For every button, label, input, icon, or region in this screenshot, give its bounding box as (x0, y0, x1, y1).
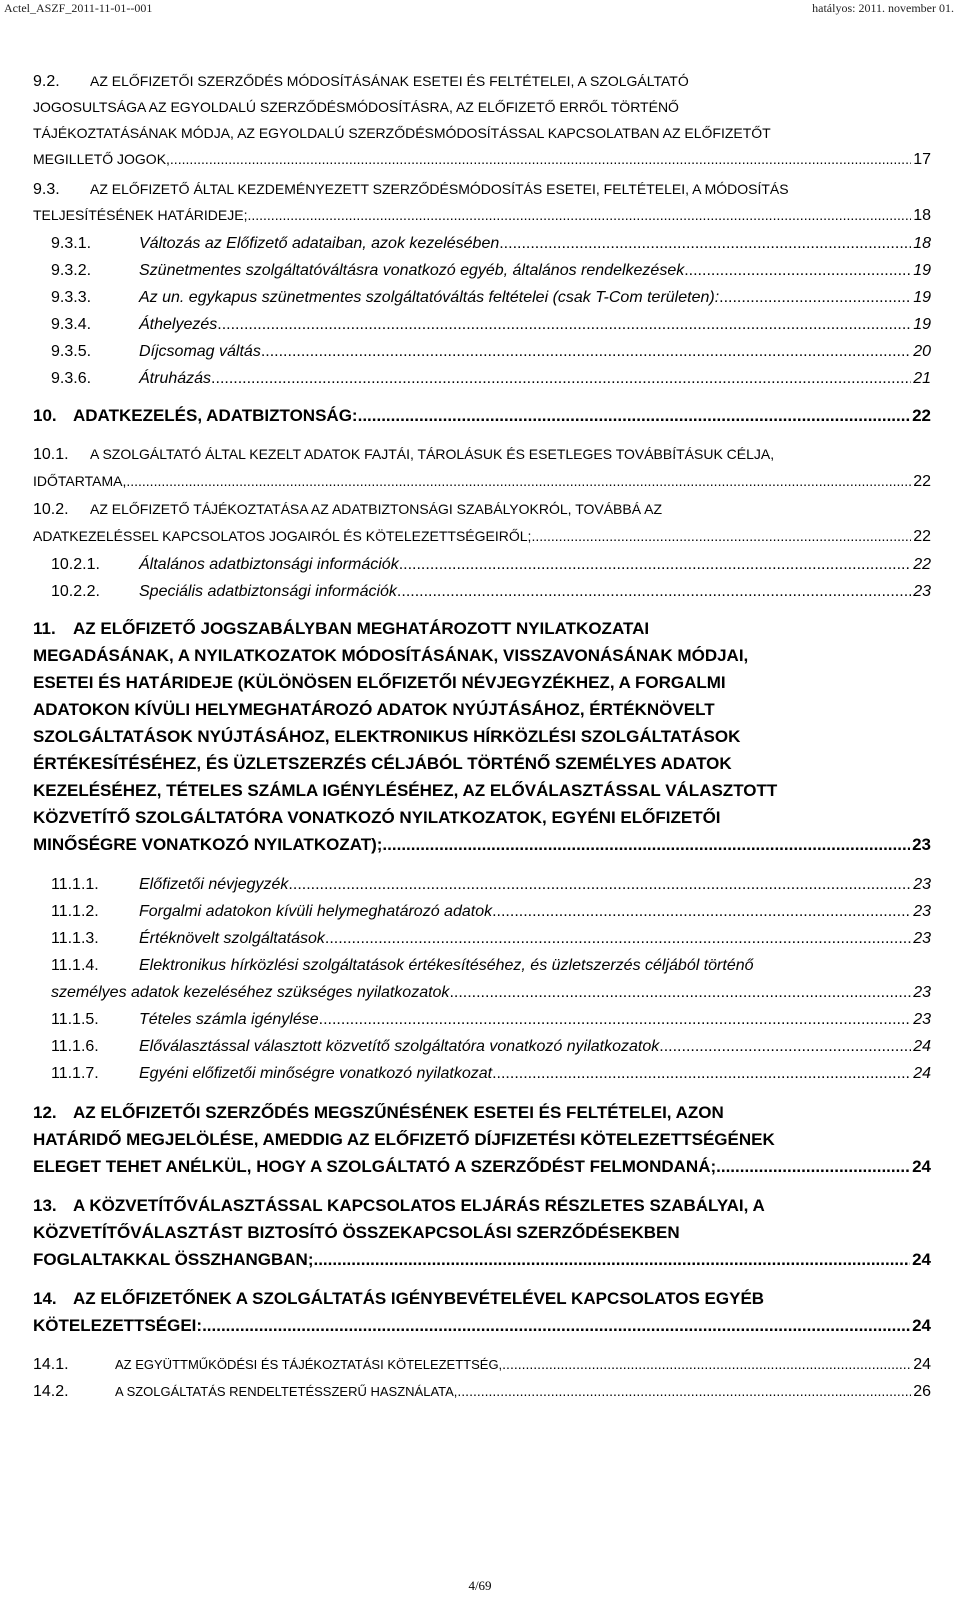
toc-entry-9-3-2[interactable]: 9.3.2. Szünetmentes szolgáltatóváltásra vonatkozó egyéb, általános rendelkezések ..... 19 (51, 262, 931, 288)
dot-leader (313, 1250, 910, 1270)
toc-entry-14[interactable]: 14. AZ ELŐFIZETŐNEK A SZOLGÁLTATÁS IGÉNYBEVÉTELÉVEL KAPCSOLATOS EGYÉB (33, 1289, 765, 1308)
toc-entry-9-3-4[interactable]: 9.3.4. Áthelyezés ..... 19 (51, 316, 931, 342)
dot-leader (261, 343, 911, 361)
dot-leader (170, 151, 911, 167)
toc-entry-11-1-5[interactable]: 11.1.5. Tételes számla igénylése ..... 23 (51, 1011, 931, 1037)
page-number: 24 (913, 1356, 931, 1373)
dot-leader (684, 262, 911, 280)
page-number: 23 (912, 835, 931, 854)
toc-entry-9-2-cont: JOGOSULTSÁGA AZ EGYOLDALÚ SZERZŐDÉSMÓDOSÍTÁSRA, AZ ELŐFIZETŐ ERRŐL TÖRTÉNŐ (33, 99, 679, 115)
effective-date: hatályos: 2011. november 01. (812, 1, 954, 15)
page-number: 17 (913, 151, 931, 168)
toc-entry-12-cont: ELEGET TEHET ANÉLKÜL, HOGY A SZOLGÁLTATÓ A SZERZŐDÉST FELMONDANÁ; ..... 24 (33, 1157, 931, 1183)
page-number: 23 (913, 930, 931, 947)
toc-entry-11-1-2[interactable]: 11.1.2. Forgalmi adatokon kívüli helymeghatározó adatok ..... 23 (51, 903, 931, 929)
dot-leader (449, 984, 911, 1002)
toc-entry-11-1-7[interactable]: 11.1.7. Egyéni előfizetői minőségre vonatkozó nyilatkozat ..... 24 (51, 1065, 931, 1091)
toc-entry-9-3[interactable]: 9.3. AZ ELŐFIZETŐ ÁLTAL KEZDEMÉNYEZETT SZERZŐDÉSMÓDOSÍTÁS ESETEI, FELTÉTELEI, A MÓDOSÍTÁS (33, 181, 789, 198)
page-number: 22 (913, 473, 931, 490)
page-number: 22 (912, 406, 931, 425)
dot-leader (325, 930, 911, 948)
toc-entry-11-cont: MINŐSÉGRE VONATKOZÓ NYILATKOZAT); ..... 23 (33, 835, 931, 861)
dot-leader (659, 1038, 911, 1056)
page-number: 19 (913, 289, 931, 306)
running-header (0, 0, 960, 20)
toc-entry-11-1-4[interactable]: 11.1.4. Elektronikus hírközlési szolgáltatások értékesítéséhez, és üzletszerzés céljából történő (51, 957, 754, 974)
toc-entry-11-cont: SZOLGÁLTATÁSOK NYÚJTÁSÁHOZ, ELEKTRONIKUS HÍRKÖZLÉSI SZOLGÁLTATÁSOK (33, 727, 741, 746)
toc-entry-11-cont: ÉRTÉKESÍTÉSÉHEZ, ÉS ÜZLETSZERZÉS CÉLJÁBÓL TÖRTÉNŐ SZEMÉLYES ADATOK (33, 754, 732, 773)
dot-leader (211, 370, 911, 388)
dot-leader (502, 1356, 911, 1372)
dot-leader (126, 473, 911, 489)
toc-entry-13-cont: KÖZVETÍTŐVÁLASZTÁST BIZTOSÍTÓ ÖSSZEKAPCSOLÁSI SZERZŐDÉSEKBEN (33, 1223, 680, 1242)
toc-entry-10[interactable]: 10. ADATKEZELÉS, ADATBIZTONSÁG: ..... 22 (33, 406, 931, 432)
toc-entry-11-cont: KÖZVETÍTŐ SZOLGÁLTATÓRA VONATKOZÓ NYILATKOZATOK, EGYÉNI ELŐFIZETŐI (33, 808, 721, 827)
toc-entry-10-2-cont: ADATKEZELÉSSEL KAPCSOLATOS JOGAIRÓL ÉS KÖTELEZETTSÉGEIRŐL; ..... 22 (33, 528, 931, 554)
page-number: 20 (913, 343, 931, 360)
dot-leader (531, 528, 911, 544)
toc-entry-9-3-5[interactable]: 9.3.5. Díjcsomag váltás ..... 20 (51, 343, 931, 369)
toc-entry-9-3-cont: TELJESÍTÉSÉNEK HATÁRIDEJE; ..... 18 (33, 207, 931, 233)
page-number: 18 (913, 207, 931, 224)
page-indicator: 4/69 (468, 1578, 492, 1593)
page-number: 26 (913, 1383, 931, 1400)
page-number: 21 (913, 370, 931, 387)
toc-entry-10-2-2[interactable]: 10.2.2. Speciális adatbiztonsági információk ..... 23 (51, 583, 931, 609)
toc-entry-9-3-1[interactable]: 9.3.1. Változás az Előfizető adataiban, azok kezelésében ..... 18 (51, 235, 931, 261)
page-number: 19 (913, 262, 931, 279)
toc-entry-11-1-6[interactable]: 11.1.6. Előválasztással választott közvetítő szolgáltatóra vonatkozó nyilatkozatok ..... 24 (51, 1038, 931, 1064)
toc-entry-14-1[interactable]: 14.1. AZ EGYÜTTMŰKÖDÉSI ÉS TÁJÉKOZTATÁSI KÖTELEZETTSÉG, ..... 24 (33, 1356, 931, 1382)
dot-leader (247, 207, 911, 223)
page-number: 19 (913, 316, 931, 333)
page-number: 22 (913, 528, 931, 545)
toc-entry-11-cont: ADATOKON KÍVÜLI HELYMEGHATÁROZÓ ADATOK NYÚJTÁSÁHOZ, ÉRTÉKNÖVELT (33, 700, 715, 719)
page-number: 23 (913, 583, 931, 600)
dot-leader (492, 903, 911, 921)
toc-entry-11-cont: MEGADÁSÁNAK, A NYILATKOZATOK MÓDOSÍTÁSÁNAK, VISSZAVONÁSÁNAK MÓDJAI, (33, 646, 749, 665)
toc-entry-9-2[interactable]: 9.2. AZ ELŐFIZETŐI SZERZŐDÉS MÓDOSÍTÁSÁNAK ESETEI ÉS FELTÉTELEI, A SZOLGÁLTATÓ (33, 73, 689, 90)
dot-leader (202, 1316, 910, 1336)
toc-entry-10-1-cont: IDŐTARTAMA, ..... 22 (33, 473, 931, 499)
toc-entry-11-cont: KEZELÉSÉHEZ, TÉTELES SZÁMLA IGÉNYLÉSÉHEZ, AZ ELŐVÁLASZTÁSSAL VÁLASZTOTT (33, 781, 778, 800)
page-number: 23 (913, 1011, 931, 1028)
toc-entry-11-cont: ESETEI ÉS HATÁRIDEJE (KÜLÖNÖSEN ELŐFIZETŐI NÉVJEGYZÉKHEZ, A FORGALMI (33, 673, 726, 692)
page-number: 24 (913, 1038, 931, 1055)
toc-entry-11-1-4-cont: személyes adatok kezeléséhez szükséges nyilatkozatok ..... 23 (51, 984, 931, 1010)
dot-leader (288, 876, 911, 894)
toc-entry-10-2[interactable]: 10.2. AZ ELŐFIZETŐ TÁJÉKOZTATÁSA AZ ADATBIZTONSÁGI SZABÁLYOKRÓL, TOVÁBBÁ AZ (33, 501, 663, 518)
toc-entry-9-3-3[interactable]: 9.3.3. Az un. egykapus szünetmentes szolgáltatóváltás feltételei (csak T-Com területen): ..... 19 (51, 289, 931, 315)
toc-entry-10-1[interactable]: 10.1. A SZOLGÁLTATÓ ÁLTAL KEZELT ADATOK FAJTÁI, TÁROLÁSUK ÉS ESETLEGES TOVÁBBÍTÁSUK CÉLJA, (33, 446, 775, 463)
dot-leader (457, 1383, 911, 1399)
toc-entry-13-cont: FOGLALTAKKAL ÖSSZHANGBAN; ..... 24 (33, 1250, 931, 1276)
page-number: 23 (913, 876, 931, 893)
toc-entry-14-2[interactable]: 14.2. A SZOLGÁLTATÁS RENDELTETÉSSZERŰ HASZNÁLATA, ..... 26 (33, 1383, 931, 1409)
toc-entry-9-3-6[interactable]: 9.3.6. Átruházás ..... 21 (51, 370, 931, 396)
dot-leader (716, 1157, 910, 1177)
toc-entry-9-2-cont: TÁJÉKOZTATÁSÁNAK MÓDJA, AZ EGYOLDALÚ SZERZŐDÉSMÓDOSÍTÁSSAL KAPCSOLATBAN AZ ELŐFIZETŐT (33, 125, 771, 141)
toc-entry-14-cont: KÖTELEZETTSÉGEI: ..... 24 (33, 1316, 931, 1342)
toc-entry-13[interactable]: 13. A KÖZVETÍTŐVÁLASZTÁSSAL KAPCSOLATOS ELJÁRÁS RÉSZLETES SZABÁLYAI, A (33, 1196, 765, 1215)
document-id: Actel_ASZF_2011-11-01--001 (4, 1, 153, 15)
dot-leader (382, 835, 910, 855)
dot-leader (492, 1065, 911, 1083)
page-number: 24 (912, 1157, 931, 1176)
toc-entry-12[interactable]: 12. AZ ELŐFIZETŐI SZERZŐDÉS MEGSZŰNÉSÉNEK ESETEI ÉS FELTÉTELEI, AZON (33, 1103, 724, 1122)
dot-leader (499, 235, 911, 253)
dot-leader (397, 583, 911, 601)
dot-leader (358, 406, 910, 426)
page-number: 22 (913, 556, 931, 573)
page-number: 18 (913, 235, 931, 252)
toc-entry-12-cont: HATÁRIDŐ MEGJELÖLÉSE, AMEDDIG AZ ELŐFIZETŐ DÍJFIZETÉSI KÖTELEZETTSÉGÉNEK (33, 1130, 775, 1149)
dot-leader (319, 1011, 912, 1029)
toc-entry-11-1-3[interactable]: 11.1.3. Értéknövelt szolgáltatások ..... 23 (51, 930, 931, 956)
toc-entry-11[interactable]: 11. AZ ELŐFIZETŐ JOGSZABÁLYBAN MEGHATÁROZOTT NYILATKOZATAI (33, 619, 650, 638)
dot-leader (399, 556, 912, 574)
page-number: 23 (913, 903, 931, 920)
page-number: 24 (912, 1250, 931, 1269)
page-number: 23 (913, 984, 931, 1001)
dot-leader (217, 316, 911, 334)
toc-entry-11-1-1[interactable]: 11.1.1. Előfizetői névjegyzék ..... 23 (51, 876, 931, 902)
page-number: 24 (913, 1065, 931, 1082)
toc-entry-9-2-cont: MEGILLETŐ JOGOK, ..... 17 (33, 151, 931, 177)
page-number: 24 (912, 1316, 931, 1335)
dot-leader (719, 289, 911, 307)
toc-entry-10-2-1[interactable]: 10.2.1. Általános adatbiztonsági információk ..... 22 (51, 556, 931, 582)
